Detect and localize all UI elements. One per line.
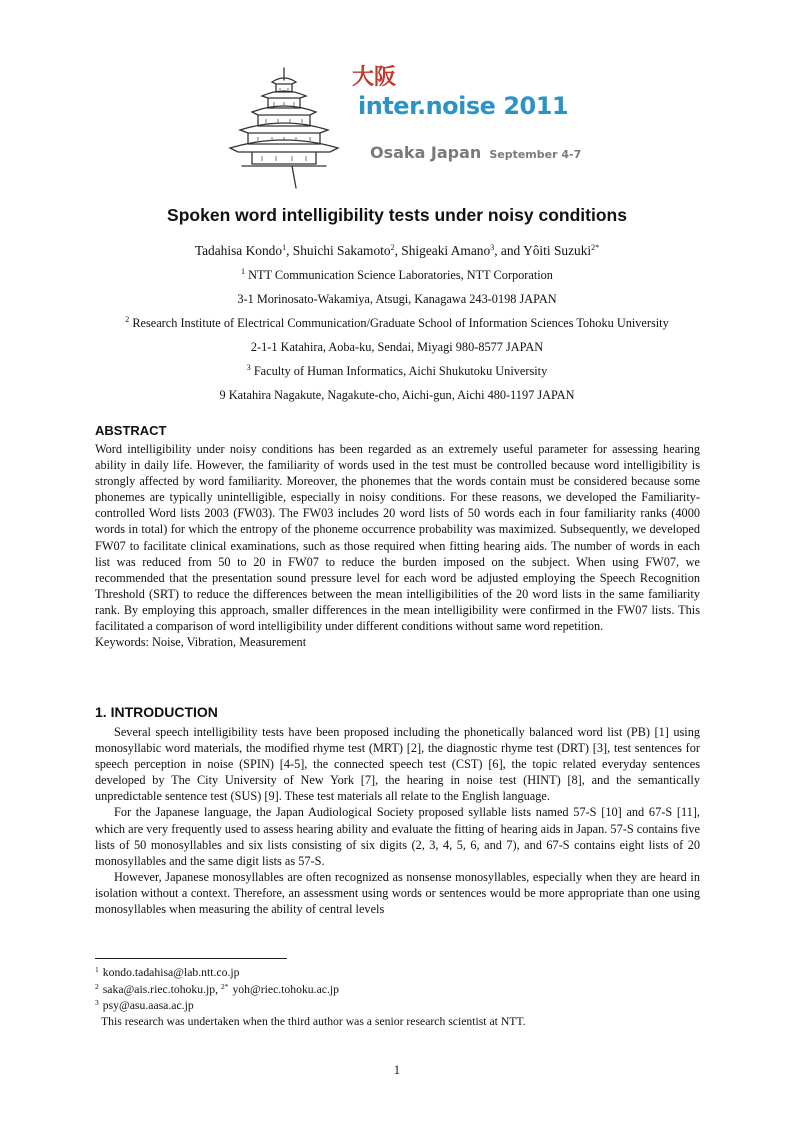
paper-title: Spoken word intelligibility tests under noisy conditions xyxy=(167,205,627,225)
author-name: , Shigeaki Amano xyxy=(394,243,491,258)
affiliation-name: NTT Communication Science Laboratories, NTT Corporation xyxy=(245,268,553,282)
conference-logo xyxy=(222,60,602,190)
affiliation-sup: 1 xyxy=(241,267,246,276)
footnote-3 xyxy=(95,999,194,1012)
intro-paragraph-3: However, Japanese monosyllables are often recognized as nonsense monosyllables, especially when they are heard in isolation without a context. Therefore, an assessment using words or sentences would be more appropriate than one using monosyllables when measuring the ability of central levels xyxy=(95,869,700,917)
introduction-heading: 1. INTRODUCTION xyxy=(95,704,218,720)
footnote-email: saka@ais.riec.tohoku.jp, xyxy=(102,983,221,996)
logo-kanji: 大阪 xyxy=(352,65,397,90)
affiliation-3 xyxy=(0,364,794,379)
affiliation-1-address: 3-1 Morinosato-Wakamiya, Atsugi, Kanagawa 243-0198 JAPAN xyxy=(237,292,557,306)
footnote-sup: 1 xyxy=(95,965,99,974)
author-list xyxy=(0,243,794,259)
affiliation-2-address: 2-1-1 Katahira, Aoba-ku, Sendai, Miyagi 980-8577 JAPAN xyxy=(250,340,544,354)
abstract-text: Word intelligibility under noisy conditions has been regarded as an extremely useful parameter for assessing hearing ability in daily life. However, the familiarity of words used in the test must be controlled because word intelligibility is strongly affected by word familiarity. Moreover, the phonemes that the words contain must be considered because some phonemes are typically unintelligible, especially in noisy conditions. For these reasons, we developed the Familiarity-controlled Word lists 2003 (FW03). The FW03 includes 20 word lists of 50 words each in four familiarity ranks (4000 words in total) for which the entropy of the phoneme occurrence probability was maximized. Subsequently, we developed FW07 to facilitate clinical examinations, such as those required when fitting hearing aids. The number of words in each list was reduced from 50 to 20 in FW07 to reduce the burden imposed on the subject. When using FW07, we recommended that the presentation sound pressure level for each word be adjusted employing the Speech Recognition Threshold (SRT) to reduce the differences between the mean intelligibilities of the 20 word lists in the same familiarity rank. By employing this approach, smaller differences in the mean intelligibility were confirmed in the FW07 lists. This facilitated a comparison of word intelligibility under different conditions without same word repetition. xyxy=(95,442,700,634)
page-number: 1 xyxy=(393,1063,401,1077)
footnote-email: psy@asu.aasa.ac.jp xyxy=(102,999,194,1012)
affiliation-sup: 2 xyxy=(125,315,130,324)
author-sup: 2 xyxy=(390,243,395,252)
author-name: , and Yôiti Suzuki xyxy=(494,243,592,258)
author-name: Tadahisa Kondo xyxy=(194,243,283,258)
footnote-sup: 2 xyxy=(95,982,99,991)
author-name: , Shuichi Sakamoto xyxy=(286,243,391,258)
author-sup: 3 xyxy=(490,243,495,252)
affiliation-3-address: 9 Katahira Nagakute, Nagakute-cho, Aichi-gun, Aichi 480-1197 JAPAN xyxy=(219,388,575,402)
logo-city: Osaka Japan xyxy=(370,143,482,162)
author-sup: 1 xyxy=(282,243,287,252)
author-sup: 2* xyxy=(591,243,600,252)
keywords: Keywords: Noise, Vibration, Measurement xyxy=(95,635,307,650)
intro-paragraph-2: For the Japanese language, the Japan Audiological Society proposed syllable lists named 57-S [10] and 67-S [11], which are very frequently used to assess hearing ability and evaluate the fitting of hearing aids in Japan. 57-S contains five lists of 50 monosyllables and six lists consisting of six digits (2, 3, 4, 5, 6, and 7), and 67-S contains eight lists of 20 monosyllables and the same digit lists as 57-S. xyxy=(95,805,700,868)
footnote-email: yoh@riec.tohoku.ac.jp xyxy=(232,983,339,996)
intro-paragraph-1: Several speech intelligibility tests have been proposed including the phonetically balanced word list (PB) [1] using monosyllabic word materials, the modified rhyme test (MRT) [2], the diagnostic rhyme test (DRT) [3], test sentences for speech perception in noise (SPIN) [4-5], the connected speech test (CST) [6], the topic related everyday sentences developed by The City University of New York [7], the hearing in noise test (HINT) [8], and the semantically unpredictable sentence test (SUS) [9]. These test materials all relate to the English language. xyxy=(95,725,700,804)
affiliation-name: Faculty of Human Informatics, Aichi Shukutoku University xyxy=(250,364,548,378)
footnote-note: This research was undertaken when the third author was a senior research scientist at NTT. xyxy=(101,1015,526,1028)
logo-location xyxy=(370,143,581,162)
introduction-body xyxy=(95,724,700,917)
affiliation-sup: 3 xyxy=(246,363,251,372)
affiliation-2 xyxy=(0,316,794,331)
footnote-2 xyxy=(95,983,339,996)
osaka-castle-icon xyxy=(222,60,347,190)
affiliation-1 xyxy=(0,268,794,283)
affiliation-name: Research Institute of Electrical Communication/Graduate School of Information Sciences Tohoku University xyxy=(129,316,669,330)
logo-dates: September 4-7 xyxy=(489,148,582,161)
abstract-heading: ABSTRACT xyxy=(95,423,167,438)
footnote-email: kondo.tadahisa@lab.ntt.co.jp xyxy=(102,966,240,979)
abstract-body xyxy=(95,441,700,650)
logo-conference-name: inter.noise 2011 xyxy=(358,92,569,120)
footnote-divider xyxy=(95,958,287,959)
footnote-1 xyxy=(95,966,239,979)
footnote-sup: 3 xyxy=(95,998,99,1007)
footnote-sup: 2* xyxy=(220,982,229,991)
